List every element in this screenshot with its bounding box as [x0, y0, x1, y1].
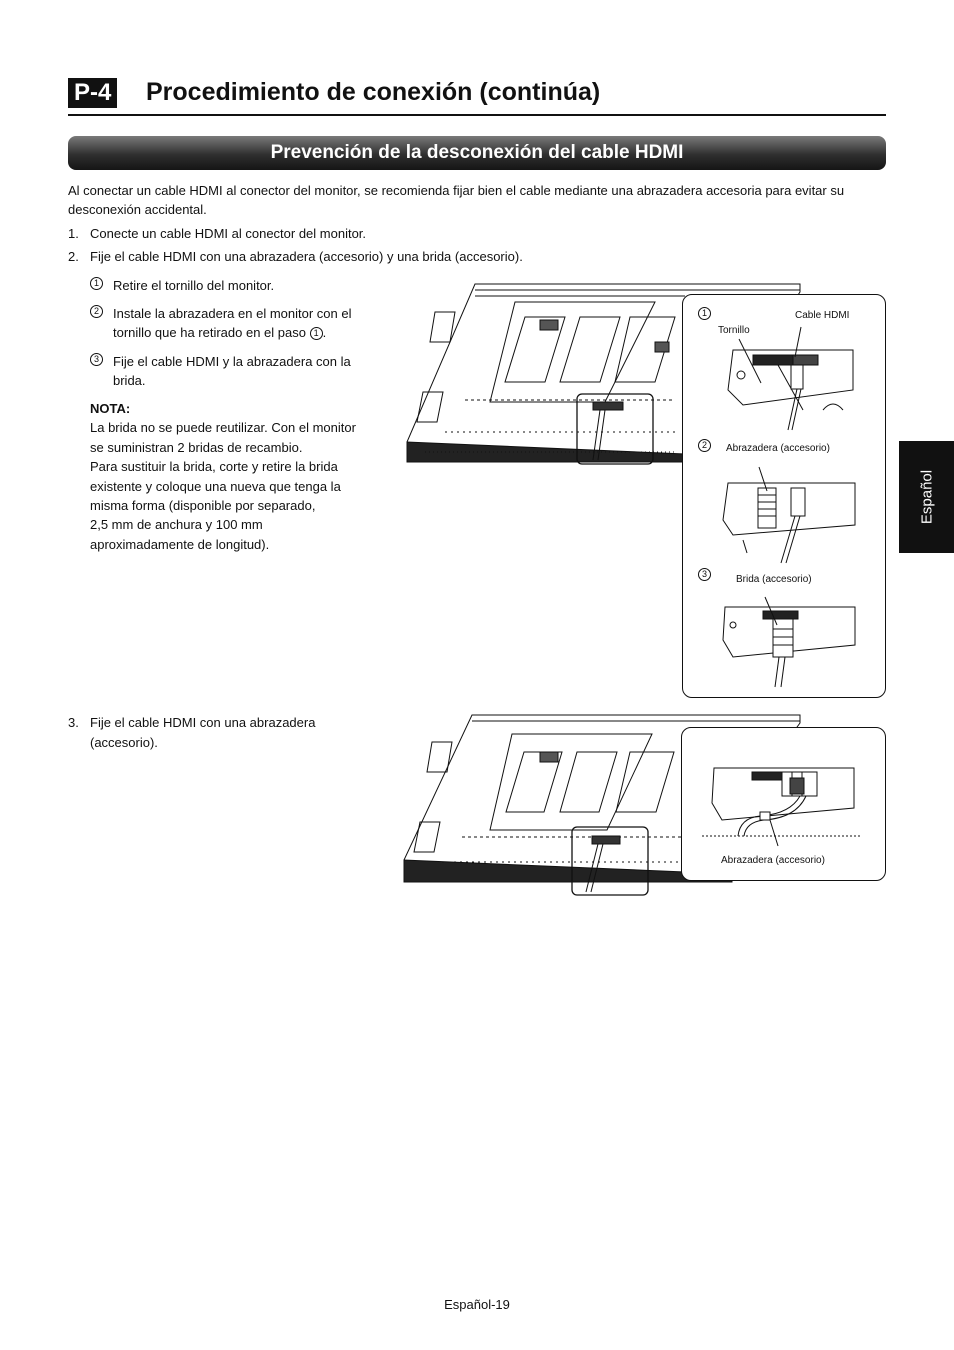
circled-number: 2 — [90, 305, 103, 318]
circled-number: 1 — [698, 307, 711, 320]
page-number: Español-19 — [444, 1297, 510, 1312]
circled-number: 3 — [698, 568, 711, 581]
substep-2 — [90, 304, 380, 344]
section-heading-bar — [68, 136, 886, 170]
label-abrazadera: Abrazadera (accesorio) — [726, 443, 830, 454]
step-text: Fije el cable HDMI con una abrazadera (accesorio) y una brida (accesorio). — [90, 249, 523, 264]
note-block — [90, 399, 385, 554]
substep-3 — [90, 352, 380, 392]
step-number: 1. — [68, 226, 79, 241]
note-title: NOTA: — [90, 401, 131, 416]
step-3 — [68, 713, 368, 753]
circled-number: 3 — [90, 353, 103, 366]
detail-callout — [682, 294, 886, 698]
page-title: Procedimiento de conexión (continúa) — [146, 78, 601, 106]
circled-number: 2 — [698, 439, 711, 452]
note-line: La brida no se puede reutilizar. Con el monitor — [90, 420, 356, 436]
step-text: (accesorio). — [90, 735, 158, 750]
circled-number: 1 — [90, 277, 103, 290]
figure-hdmi-clamp-only — [402, 712, 887, 898]
step-text: Fije el cable HDMI con una abrazadera — [90, 715, 316, 730]
figure-hdmi-clamp-steps — [405, 282, 887, 700]
language-label: Español — [918, 469, 935, 525]
section-badge: P-4 — [68, 78, 117, 108]
label-cable-hdmi: Cable HDMI — [795, 310, 850, 321]
step-text: Conecte un cable HDMI al conector del monitor. — [90, 226, 367, 241]
label-abrazadera: Abrazadera (accesorio) — [721, 855, 825, 866]
circled-number-ref: 1 — [310, 327, 323, 340]
intro-paragraph: Al conectar un cable HDMI al conector del monitor, se recomienda fijar bien el cable mediante una abrazadera accesoria para evitar su desconexión accidental. — [68, 183, 845, 217]
substep-text — [113, 304, 381, 342]
substep-text-main: Instale la abrazadera en el monitor con el tornillo que ha retirado en el paso — [113, 306, 352, 340]
note-line: 2,5 mm de anchura y 100 mm — [90, 517, 263, 533]
substep-1 — [90, 276, 380, 296]
label-brida: Brida (accesorio) — [736, 574, 812, 585]
language-side-tab — [899, 441, 954, 553]
section-title: Prevención de la desconexión del cable HDMI — [270, 142, 684, 163]
substep-text: Fije el cable HDMI y la abrazadera con la brida. — [113, 354, 351, 388]
label-tornillo: Tornillo — [718, 325, 750, 336]
note-line: se suministran 2 bridas de recambio. — [90, 439, 303, 455]
note-line: Para sustituir la brida, corte y retire la brida — [90, 459, 338, 475]
detail-illustrations — [683, 295, 885, 697]
step-number: 3. — [68, 715, 79, 730]
substep-text: Retire el tornillo del monitor. — [113, 278, 275, 293]
substep-text-end: . — [322, 325, 327, 340]
note-line: aproximadamente de longitud). — [90, 536, 270, 552]
note-line: existente y coloque una nueva que tenga la — [90, 478, 341, 494]
step-number: 2. — [68, 249, 79, 264]
page-header — [68, 76, 886, 116]
note-line: misma forma (disponible por separado, — [90, 498, 316, 514]
detail-callout — [681, 727, 886, 881]
